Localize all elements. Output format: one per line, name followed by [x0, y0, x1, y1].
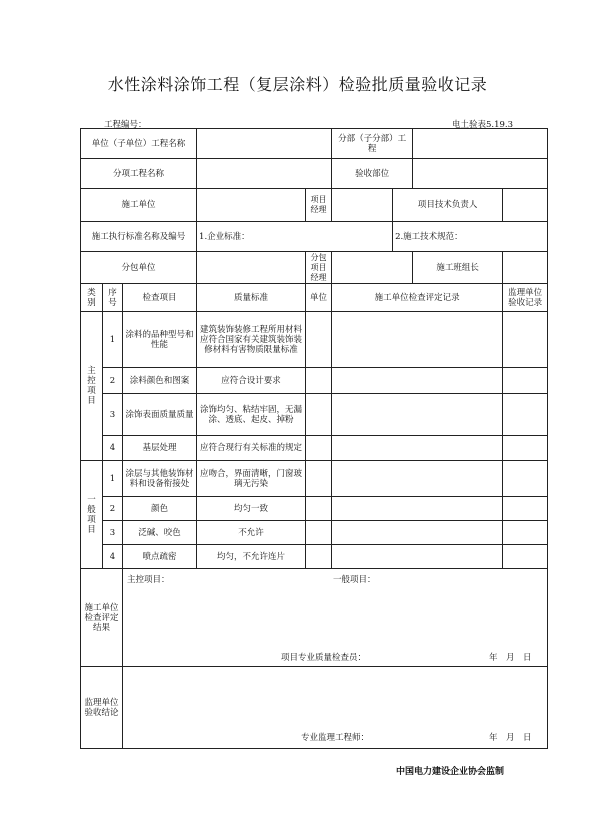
footer-supervisor: 中国电力建设企业协会监制	[396, 767, 505, 777]
seq-cell: 3	[103, 521, 123, 545]
item-cell: 颜色	[123, 497, 197, 521]
main-result-label: 主控项目：	[127, 575, 170, 585]
team-leader-label: 施工班组长	[413, 252, 503, 284]
supervision-cell[interactable]	[503, 312, 548, 368]
seq-cell: 1	[103, 312, 123, 368]
unit-cell[interactable]	[306, 436, 332, 461]
supervision-eval-label: 监理单位验收结论	[81, 667, 123, 749]
table-row	[81, 545, 548, 569]
item-cell: 涂饰表面质量质量	[123, 394, 197, 436]
general-result-label: 一般项目：	[333, 575, 376, 585]
table-row	[81, 312, 548, 368]
division-field[interactable]	[413, 129, 548, 159]
enterprise-standard: 1.企业标准：	[197, 222, 393, 252]
record-cell[interactable]	[332, 394, 503, 436]
unit-cell[interactable]	[306, 368, 332, 394]
record-cell[interactable]	[332, 497, 503, 521]
supervision-eval-area[interactable]	[123, 667, 548, 749]
subcontract-unit-label: 分包单位	[81, 252, 197, 284]
subcontract-pm-label: 分包项目经理	[306, 252, 332, 284]
subcontract-unit-field[interactable]	[197, 252, 306, 284]
seq-cell: 4	[103, 545, 123, 569]
standard-cell: 应符合现行有关标准的规定	[197, 436, 306, 461]
inspection-form-table	[80, 128, 548, 749]
supervision-cell[interactable]	[503, 545, 548, 569]
col-supervision: 监理单位验收记录	[503, 284, 548, 312]
seq-cell: 2	[103, 497, 123, 521]
col-seq: 序号	[103, 284, 123, 312]
team-leader-field[interactable]	[503, 252, 548, 284]
page-title: 水性涂料涂饰工程（复层涂料）检验批质量验收记录	[107, 75, 488, 94]
table-row	[81, 497, 548, 521]
col-standard: 质量标准	[197, 284, 306, 312]
standard-cell: 建筑装饰装修工程所用材料应符合国家有关建筑装饰装修材料有害物质限量标准	[197, 312, 306, 368]
general-category-label: 一般项目	[81, 461, 103, 569]
unit-cell[interactable]	[306, 545, 332, 569]
main-category-label: 主控项目	[81, 312, 103, 461]
item-cell: 涂料的品种型号和性能	[123, 312, 197, 368]
project-manager-field[interactable]	[332, 189, 393, 222]
standard-cell: 不允许	[197, 521, 306, 545]
form-number: 电土验表5.19.3	[452, 120, 514, 130]
engineer-date: 年 月 日	[489, 733, 532, 743]
seq-cell: 2	[103, 368, 123, 394]
supervision-cell[interactable]	[503, 394, 548, 436]
standard-cell: 均匀一致	[197, 497, 306, 521]
unit-cell[interactable]	[306, 312, 332, 368]
unit-cell[interactable]	[306, 497, 332, 521]
col-item: 检查项目	[123, 284, 197, 312]
seq-cell: 4	[103, 436, 123, 461]
subitem-label: 分项工程名称	[81, 159, 197, 189]
table-row	[81, 461, 548, 497]
subitem-field[interactable]	[197, 159, 332, 189]
construction-unit-label: 施工单位	[81, 189, 197, 222]
project-number-label: 工程编号：	[104, 120, 147, 130]
record-cell[interactable]	[332, 521, 503, 545]
supervision-cell[interactable]	[503, 521, 548, 545]
construction-eval-area[interactable]	[123, 569, 548, 667]
unit-name-field[interactable]	[197, 129, 332, 159]
supervision-cell[interactable]	[503, 461, 548, 497]
tech-leader-field[interactable]	[503, 189, 548, 222]
col-category: 类别	[81, 284, 103, 312]
item-cell: 泛碱、咬色	[123, 521, 197, 545]
inspector-date: 年 月 日	[489, 653, 532, 663]
supervision-cell[interactable]	[503, 436, 548, 461]
project-manager-label: 项目经理	[306, 189, 332, 222]
standard-label: 施工执行标准名称及编号	[81, 222, 197, 252]
division-label: 分部（子分部）工程	[332, 129, 413, 159]
record-cell[interactable]	[332, 312, 503, 368]
subcontract-pm-field[interactable]	[332, 252, 413, 284]
item-cell: 喷点疏密	[123, 545, 197, 569]
table-row	[81, 394, 548, 436]
record-cell[interactable]	[332, 545, 503, 569]
standard-cell: 应符合设计要求	[197, 368, 306, 394]
standard-cell: 均匀，不允许连片	[197, 545, 306, 569]
construction-eval-label: 施工单位检查评定结果	[81, 569, 123, 667]
technical-spec: 2.施工技术规范：	[393, 222, 548, 252]
supervision-cell[interactable]	[503, 368, 548, 394]
unit-cell[interactable]	[306, 394, 332, 436]
col-record: 施工单位检查评定记录	[332, 284, 503, 312]
inspector-label: 项目专业质量检查员：	[281, 653, 367, 663]
record-cell[interactable]	[332, 368, 503, 394]
item-cell: 涂料颜色和图案	[123, 368, 197, 394]
unit-name-label: 单位（子单位）工程名称	[81, 129, 197, 159]
construction-unit-field[interactable]	[197, 189, 306, 222]
item-cell: 涂层与其他装饰材料和设备衔接处	[123, 461, 197, 497]
col-unit: 单位	[306, 284, 332, 312]
standard-cell: 涂饰均匀、粘结牢固，无漏涂、透底、起皮、掉粉	[197, 394, 306, 436]
standard-cell: 应吻合，界面清晰，门窗玻璃无污染	[197, 461, 306, 497]
accept-part-label: 验收部位	[332, 159, 413, 189]
table-row	[81, 436, 548, 461]
unit-cell[interactable]	[306, 521, 332, 545]
unit-cell[interactable]	[306, 461, 332, 497]
table-row	[81, 368, 548, 394]
tech-leader-label: 项目技术负责人	[393, 189, 503, 222]
record-cell[interactable]	[332, 436, 503, 461]
accept-part-field[interactable]	[413, 159, 548, 189]
supervision-cell[interactable]	[503, 497, 548, 521]
seq-cell: 1	[103, 461, 123, 497]
record-cell[interactable]	[332, 461, 503, 497]
item-cell: 基层处理	[123, 436, 197, 461]
engineer-label: 专业监理工程师：	[301, 733, 370, 743]
table-row	[81, 521, 548, 545]
seq-cell: 3	[103, 394, 123, 436]
